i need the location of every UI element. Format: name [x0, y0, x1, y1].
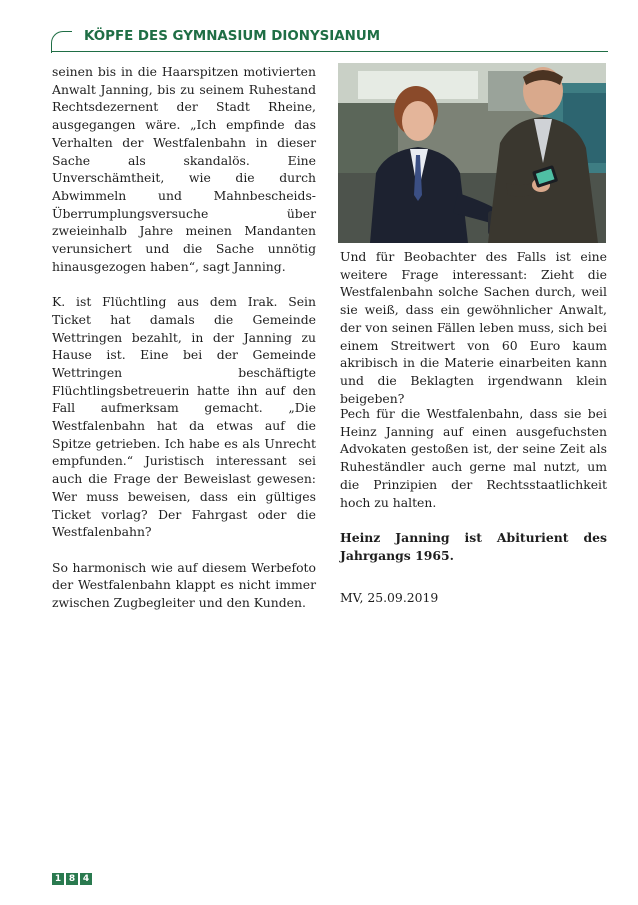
- author-note: Heinz Janning ist Abiturient des Jahrgangs 1965.: [340, 530, 607, 563]
- paragraph: K. ist Flüchtling aus dem Irak. Sein Ticket hat damals die Gemeinde Wettringen bezahlt, in der Janning zu Hause ist. Eine bei der Gemeinde Wettringen beschäftigte Flüchtlingsbetreuerin hatte ihn auf den Fall aufmerksam gemacht. „Die Westfalenbahn hat da etwas auf die Spitze getrieben. Ich habe es als Unrecht empfunden.“ Juristisch interessant sei auch die Frage der Beweislast gewesen: Wer muss beweisen, dass ein gültiges Ticket vorlag? Der Fahrgast oder die Westfalenbahn?: [52, 294, 316, 540]
- article-photo: [338, 63, 606, 243]
- page-number-digit: 8: [66, 873, 78, 885]
- page-number-digit: 4: [80, 873, 92, 885]
- photo-caption: Und für Beobachter des Falls ist eine weitere Frage interessant: Zieht die Westfalenbahn solche Sachen durch, weil sie weiß, dass ein gewöhnlicher Anwalt, der von seinen Fällen leben muss, sich bei einem Streitwert von 60 Euro kaum akribisch in die Materie einarbeiten kann und die Beklagten irgendwann klein beigeben?: [340, 249, 607, 406]
- left-column: [52, 63, 316, 612]
- train-scene-illustration: [338, 63, 606, 243]
- paragraph: Pech für die Westfalenbahn, dass sie bei Heinz Janning auf einen ausgefuchsten Advokaten gestoßen ist, der seine Zeit als Ruheständler auch gerne mal nutzt, um die Prinzipien der Rechtsstaatlichkeit hoch zu halten.: [340, 406, 607, 510]
- page-number: [52, 873, 92, 885]
- paragraph: So harmonisch wie auf diesem Werbefoto der Westfalenbahn klappt es nicht immer zwischen Zugbegleiter und den Kunden.: [52, 559, 316, 611]
- page-number-digit: 1: [52, 873, 64, 885]
- header-corner-decoration: [51, 31, 72, 53]
- header-rule: [52, 51, 608, 52]
- paragraph: seinen bis in die Haarspitzen motivierten Anwalt Janning, bis zu seinem Ruhestand Rechtsdezernent der Stadt Rheine, ausgegangen wäre. „Ich empfinde das Verhalten der Westfalenbahn in dieser Sache als skandalös. Eine Unverschämtheit, wie die durch Abwimmeln und Mahnbescheids-Überrumplungsversuche über zweieinhalb Jahre meinen Mandanten verunsichert und die Sache unnötig hinausgezogen haben“, sagt Janning.: [52, 64, 316, 274]
- section-title: KÖPFE DES GYMNASIUM DIONYSIANUM: [84, 29, 381, 44]
- publication-date: MV, 25.09.2019: [340, 590, 439, 605]
